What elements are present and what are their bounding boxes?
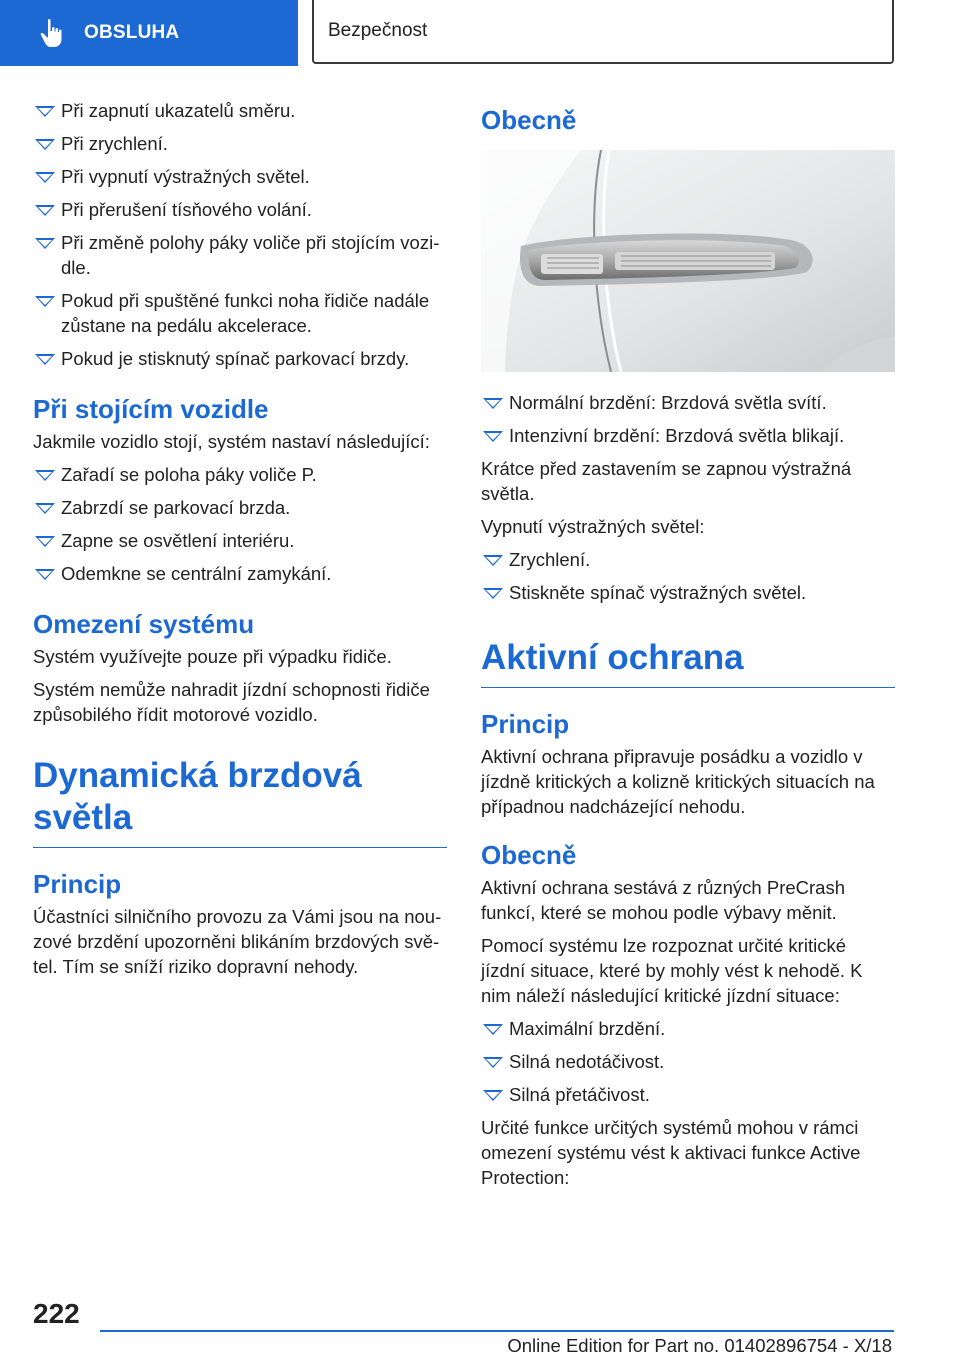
bullet-triangle-icon	[483, 588, 503, 599]
list-item	[481, 1082, 895, 1107]
hand-pointer-icon	[40, 18, 64, 48]
heading-general: Obecně	[481, 105, 577, 135]
principle-text: Účastníci silničního provozu za Vámi jsou na nou‐zové brzdění upozorněni blikáním brzdových svě‐tel. Tím se sníží riziko dopravní nehody.	[33, 906, 442, 977]
list-item-text: Pokud při spuštěné funkci noha řidiče nadále zůstane na pedálu akcelerace.	[61, 290, 430, 336]
list-item-text: Silná přetáčivost.	[509, 1084, 650, 1105]
list-standing	[33, 462, 447, 586]
list-item	[33, 528, 447, 553]
list-item-text: Zabrzdí se parkovací brzda.	[61, 497, 291, 518]
standing-intro: Jakmile vozidlo stojí, systém nastaví následující:	[33, 431, 430, 452]
tail-light-illustration	[481, 150, 895, 372]
list-item	[33, 98, 447, 123]
heading-limits: Omezení systému	[33, 609, 255, 639]
hazard-off-text: Vypnutí výstražných světel:	[481, 516, 705, 537]
list-item	[481, 580, 895, 605]
bullet-triangle-icon	[483, 1090, 503, 1101]
general-2-text-1: Aktivní ochrana sestává z různých PreCrash funkcí, které se mohou podle výbavy měnit.	[481, 877, 845, 923]
heading-active-protection: Aktivní ochrana	[481, 637, 895, 688]
list-item-text: Při změně polohy páky voliče při stojícím vozi‐dle.	[61, 232, 440, 278]
list-item	[33, 462, 447, 487]
list-item	[33, 164, 447, 189]
bullet-triangle-icon	[35, 238, 55, 249]
limits-text-1: Systém využívejte pouze při výpadku řidiče.	[33, 646, 392, 667]
heading-general-2: Obecně	[481, 840, 577, 870]
list-item	[481, 423, 895, 448]
edition-note: Online Edition for Part no. 01402896754 - X/18	[507, 1335, 892, 1356]
bullet-triangle-icon	[35, 503, 55, 514]
general-2-text-2: Pomocí systému lze rozpoznat určité kritické jízdní situace, které by mohly vést k nehodě. K nim náleží následující kritické jízdní situace:	[481, 935, 863, 1006]
bullet-triangle-icon	[35, 354, 55, 365]
bullet-triangle-icon	[35, 296, 55, 307]
list-item	[33, 131, 447, 156]
bullet-triangle-icon	[483, 1024, 503, 1035]
bullet-triangle-icon	[483, 1057, 503, 1068]
section-header	[312, 0, 894, 64]
list-item-text: Intenzivní brzdění: Brzdová světla blikají.	[509, 425, 845, 446]
list-conditions	[33, 98, 447, 371]
bullet-triangle-icon	[35, 106, 55, 117]
list-item	[33, 561, 447, 586]
list-critical-situations	[481, 1016, 895, 1107]
list-item	[33, 495, 447, 520]
list-item	[33, 346, 447, 371]
heading-brake-lights: Dynamická brzdová světla	[33, 755, 447, 848]
list-item-text: Silná nedotáčivost.	[509, 1051, 665, 1072]
list-item	[33, 230, 447, 280]
bullet-triangle-icon	[483, 398, 503, 409]
bullet-triangle-icon	[35, 172, 55, 183]
bullet-triangle-icon	[35, 470, 55, 481]
general-2-text-3: Určité funkce určitých systémů mohou v rámci omezení systému vést k aktivaci funkce Active Protection:	[481, 1117, 861, 1188]
list-item-text: Maximální brzdění.	[509, 1018, 666, 1039]
list-brake-modes	[481, 390, 895, 448]
list-item-text: Normální brzdění: Brzdová světla svítí.	[509, 392, 827, 413]
bullet-triangle-icon	[35, 139, 55, 150]
list-item-text: Stiskněte spínač výstražných světel.	[509, 582, 807, 603]
bullet-triangle-icon	[483, 555, 503, 566]
bullet-triangle-icon	[35, 205, 55, 216]
list-item-text: Při zrychlení.	[61, 133, 168, 154]
stop-text: Krátce před zastavením se zapnou výstražná světla.	[481, 458, 852, 504]
list-item-text: Při přerušení tísňového volání.	[61, 199, 312, 220]
footer-divider	[100, 1330, 894, 1332]
list-item	[481, 547, 895, 572]
tail-light-figure	[481, 150, 895, 372]
heading-principle: Princip	[33, 869, 122, 899]
bullet-triangle-icon	[483, 431, 503, 442]
principle-2-text: Aktivní ochrana připravuje posádku a vozidlo v jízdně kritických a kolizně kritických situacích na případnou nadcházející nehodu.	[481, 746, 875, 817]
list-item	[481, 1049, 895, 1074]
bullet-triangle-icon	[35, 536, 55, 547]
list-item	[33, 288, 447, 338]
right-column	[481, 104, 895, 1190]
list-item	[481, 1016, 895, 1041]
bullet-triangle-icon	[35, 569, 55, 580]
left-column	[33, 98, 447, 979]
list-item-text: Při zapnutí ukazatelů směru.	[61, 100, 296, 121]
list-item	[33, 197, 447, 222]
list-item-text: Zrychlení.	[509, 549, 591, 570]
list-item	[481, 390, 895, 415]
list-item-text: Zařadí se poloha páky voliče P.	[61, 464, 317, 485]
page-number: 222	[33, 1298, 80, 1329]
list-item-text: Zapne se osvětlení interiéru.	[61, 530, 295, 551]
section-title: Bezpečnost	[328, 20, 428, 41]
section-tab[interactable]	[0, 0, 298, 66]
tab-label: OBSLUHA	[84, 22, 180, 43]
heading-principle-2: Princip	[481, 709, 570, 739]
heading-standing: Při stojícím vozidle	[33, 394, 269, 424]
list-item-text: Při vypnutí výstražných světel.	[61, 166, 310, 187]
limits-text-2: Systém nemůže nahradit jízdní schopnosti řidiče způsobilého řídit motorové vozidlo.	[33, 679, 430, 725]
list-item-text: Odemkne se centrální zamykání.	[61, 563, 332, 584]
list-item-text: Pokud je stisknutý spínač parkovací brzdy.	[61, 348, 410, 369]
list-hazard-off	[481, 547, 895, 605]
